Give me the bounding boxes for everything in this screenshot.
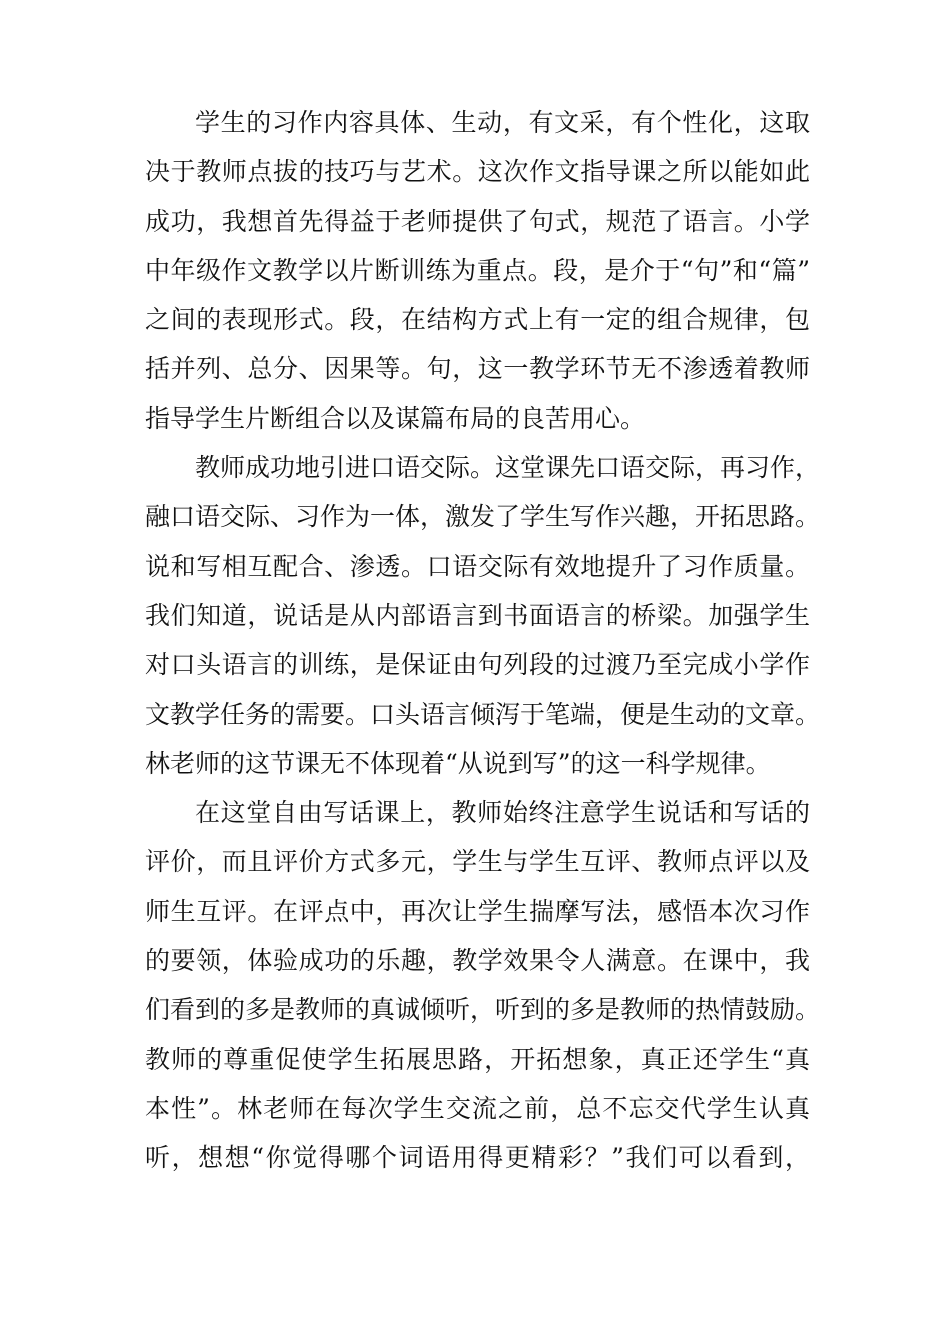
paragraph-2-line-3: 说和写相互配合、渗透。口语交际有效地提升了习作质量。: [145, 551, 810, 581]
paragraph-1-line-6: 括并列、总分、因果等。句，这一教学环节无不渗透着教师: [145, 354, 810, 384]
paragraph-3-line-1: 在这堂自由写话课上，教师始终注意学生说话和写话的: [195, 798, 810, 828]
document-body: [145, 98, 821, 1183]
paragraph-3-line-8: 听，想想“你觉得哪个词语用得更精彩？”我们可以看到，: [145, 1143, 810, 1173]
paragraph-2-line-6: 文教学任务的需要。口头语言倾泻于笔端，便是生动的文章。: [145, 699, 821, 729]
paragraph-1-line-2: 决于教师点拔的技巧与艺术。这次作文指导课之所以能如此: [145, 157, 810, 187]
paragraph-3-line-3: 师生互评。在评点中，再次让学生揣摩写法，感悟本次习作: [145, 896, 810, 926]
paragraph-1-line-7: 指导学生片断组合以及谋篇布局的良苦用心。: [145, 403, 646, 433]
paragraph-2-line-4: 我们知道，说话是从内部语言到书面语言的桥梁。加强学生: [145, 600, 810, 630]
paragraph-1-line-3: 成功，我想首先得益于老师提供了句式，规范了语言。小学: [145, 206, 810, 236]
paragraph-3-line-5: 们看到的多是教师的真诚倾听，听到的多是教师的热情鼓励。: [145, 995, 821, 1025]
paragraph-2-line-2: 融口语交际、习作为一体，激发了学生写作兴趣，开拓思路。: [145, 502, 821, 532]
paragraph-3-line-7: 本性”。林老师在每次学生交流之前，总不忘交代学生认真: [145, 1093, 810, 1123]
paragraph-2-line-5: 对口头语言的训练，是保证由句列段的过渡乃至完成小学作: [145, 650, 810, 680]
paragraph-1-line-1: 学生的习作内容具体、生动，有文采，有个性化，这取: [195, 108, 810, 137]
paragraph-3-line-4: 的要领，体验成功的乐趣，教学效果令人满意。在课中，我: [145, 946, 810, 976]
paragraph-2-line-7: 林老师的这节课无不体现着“从说到写”的这一科学规律。: [145, 748, 771, 778]
paragraph-1-line-4: 中年级作文教学以片断训练为重点。段，是介于“句”和“篇”: [145, 255, 810, 285]
paragraph-3-line-6: 教师的尊重促使学生拓展思路，开拓想象，真正还学生“真: [145, 1044, 810, 1074]
paragraph-2-line-1: 教师成功地引进口语交际。这堂课先口语交际，再习作，: [195, 453, 821, 483]
paragraph-1-line-5: 之间的表现形式。段，在结构方式上有一定的组合规律，包: [145, 305, 810, 335]
paragraph-3-line-2: 评价，而且评价方式多元，学生与学生互评、教师点评以及: [145, 847, 810, 877]
